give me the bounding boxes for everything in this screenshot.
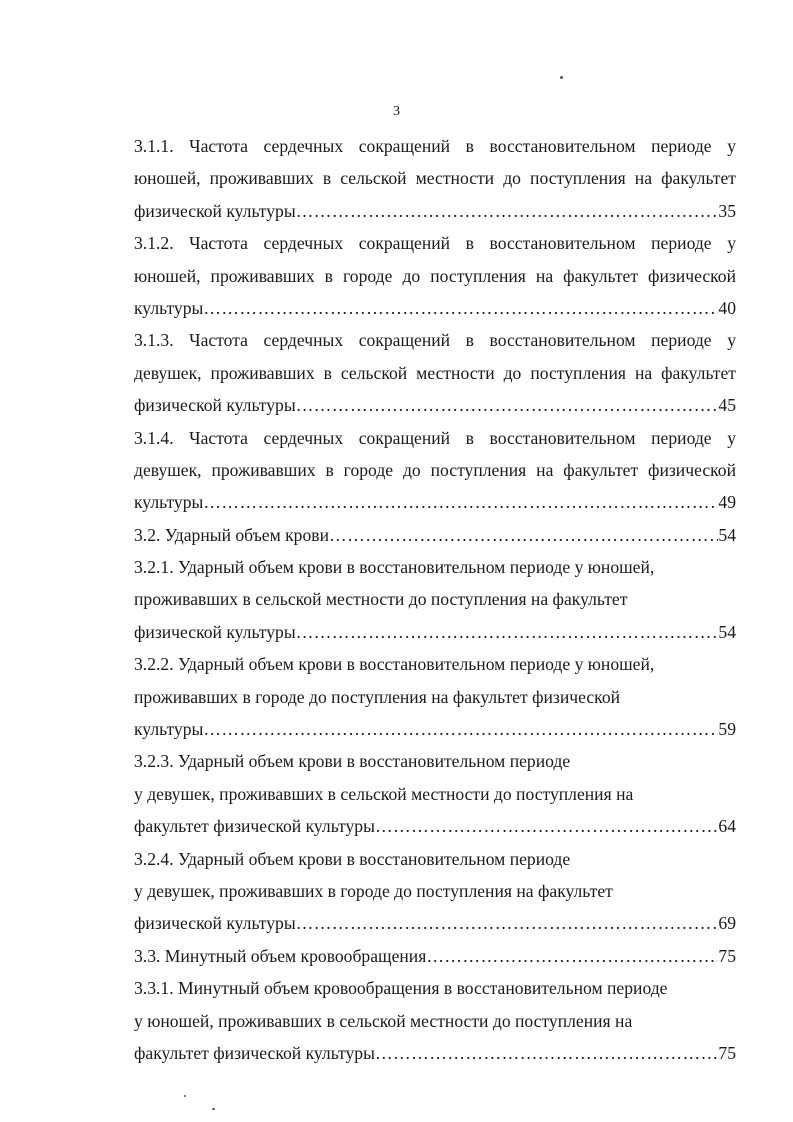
toc-page-number: 45 (718, 395, 736, 416)
toc-entry-text: культуры (134, 297, 204, 318)
dot-leader (375, 810, 718, 842)
toc-entry-line: девушек, проживавших в городе до поступления на факультет физической (134, 459, 736, 480)
toc-entry-line: 3.2.1. Ударный объем крови в восстановительном периоде у юношей, (134, 557, 655, 578)
toc-entry-last-line (134, 389, 736, 421)
toc-page-number: 59 (718, 719, 736, 740)
toc-entry-3-1-3[interactable] (134, 324, 736, 421)
toc-entry-line: проживавших в городе до поступления на факультет физической (134, 686, 621, 707)
dot-leader (296, 616, 719, 648)
toc-page-number: 49 (718, 492, 736, 513)
toc-entry-line: 3.1.2. Частота сердечных сокращений в восстановительном периоде у (134, 233, 736, 254)
toc-entry-text: культуры (134, 719, 204, 740)
toc-entry-last-line (134, 486, 736, 518)
toc-entry-last-line (134, 713, 736, 745)
toc-page-number: 75 (718, 945, 736, 966)
toc-entry-last-line (134, 195, 736, 227)
toc-entry-line: 3.3.1. Минутный объем кровообращения в восстановительном периоде (134, 978, 668, 999)
toc-entry-line: проживавших в сельской местности до поступления на факультет (134, 589, 628, 610)
dot-leader (296, 195, 719, 227)
toc-entry-line: юношей, проживавших в сельской местности до поступления на факультет (134, 168, 736, 189)
toc-page-number: 35 (718, 200, 736, 221)
dot-leader (296, 907, 719, 939)
toc-entry-3-2[interactable] (134, 519, 736, 551)
dot-leader (375, 1037, 718, 1069)
toc-entry-text: факультет физической культуры (134, 816, 375, 837)
toc-entry-3-1-2[interactable] (134, 227, 736, 324)
toc-entry-3-1-1[interactable] (134, 130, 736, 227)
toc-entry-line: 3.2.2. Ударный объем крови в восстановительном периоде у юношей, (134, 654, 655, 675)
toc-entry-3-1-4[interactable] (134, 422, 736, 519)
scan-speck (184, 1095, 186, 1097)
toc-entry-3-3-1[interactable] (134, 972, 736, 1069)
toc-page-number: 64 (718, 816, 736, 837)
toc-entry-last-line (134, 810, 736, 842)
toc-entry-text: 3.2. Ударный объем крови (134, 524, 329, 545)
scan-speck (212, 1108, 215, 1110)
dot-leader (296, 389, 719, 421)
toc-page-number: 40 (718, 297, 736, 318)
toc-entry-text: факультет физической культуры (134, 1042, 375, 1063)
toc-page-number: 54 (718, 524, 736, 545)
toc-entry-last-line (134, 907, 736, 939)
toc-entry-3-3[interactable] (134, 940, 736, 972)
toc-page-number: 75 (718, 1042, 736, 1063)
toc-entry-text: физической культуры (134, 913, 296, 934)
toc-entry-line: юношей, проживавших в городе до поступления на факультет физической (134, 265, 736, 286)
toc-page-number: 69 (718, 913, 736, 934)
toc-entry-line: 3.1.4. Частота сердечных сокращений в восстановительном периоде у (134, 427, 736, 448)
toc-entry-line: 3.2.3. Ударный объем крови в восстановительном периоде (134, 751, 571, 772)
toc-entry-last-line (134, 616, 736, 648)
toc-entry-3-2-3[interactable] (134, 745, 736, 842)
dot-leader (203, 713, 718, 745)
dot-leader (329, 519, 718, 551)
toc-entry-3-2-1[interactable] (134, 551, 736, 648)
dot-leader (203, 486, 718, 518)
toc-entry-last-line (134, 1037, 736, 1069)
table-of-contents (134, 130, 736, 1069)
toc-entry-last-line (134, 292, 736, 324)
toc-entry-last-line (134, 519, 736, 551)
toc-entry-text: физической культуры (134, 621, 296, 642)
toc-entry-line: 3.1.3. Частота сердечных сокращений в восстановительном периоде у (134, 330, 736, 351)
toc-entry-text: физической культуры (134, 200, 296, 221)
toc-entry-line: 3.1.1. Частота сердечных сокращений в восстановительном периоде у (134, 136, 736, 156)
toc-page-number: 54 (718, 621, 736, 642)
toc-entry-line: у девушек, проживавших в городе до поступления на факультет (134, 880, 613, 901)
toc-entry-line: у девушек, проживавших в сельской местности до поступления на (134, 783, 634, 804)
toc-entry-3-2-4[interactable] (134, 843, 736, 940)
dot-leader (203, 292, 718, 324)
toc-entry-text: культуры (134, 492, 204, 513)
toc-entry-last-line (134, 940, 736, 972)
toc-entry-line: 3.2.4. Ударный объем крови в восстановительном периоде (134, 848, 571, 869)
scan-speck (560, 76, 563, 79)
toc-entry-line: у юношей, проживавших в сельской местности до поступления на (134, 1010, 633, 1031)
toc-entry-3-2-2[interactable] (134, 648, 736, 745)
toc-entry-text: физической культуры (134, 395, 296, 416)
toc-entry-line: девушек, проживавших в сельской местности до поступления на факультет (134, 362, 736, 383)
dot-leader (426, 940, 718, 972)
toc-entry-text: 3.3. Минутный объем кровообращения (134, 945, 427, 966)
page-number: 3 (393, 104, 400, 119)
